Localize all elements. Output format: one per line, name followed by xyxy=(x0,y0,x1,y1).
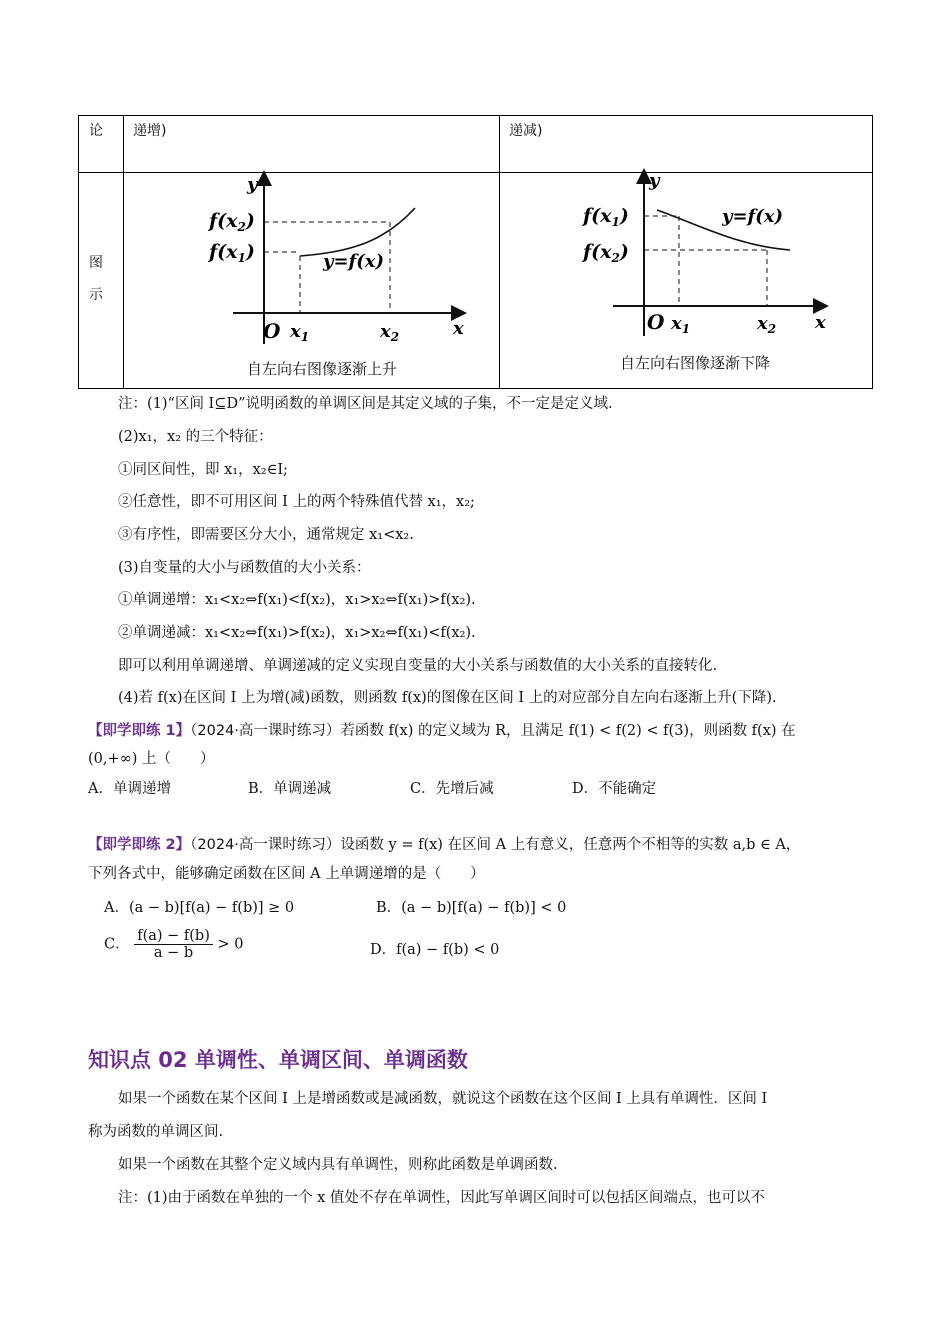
note-9: 即可以利用单调递增、单调递减的定义实现自变量的大小关系与函数值的大小关系的直接转化. xyxy=(118,658,718,674)
note-10: (4)若 f(x)在区间 I 上为增(减)函数，则函数 f(x)的图像在区间 I 上的对应部分自左向右逐渐上升(下降). xyxy=(118,690,777,706)
exercise-1-tag: 【即学即练 1】 xyxy=(88,723,191,739)
origin-label: O xyxy=(647,310,665,334)
note-6: (3)自变量的大小与函数值的大小关系： xyxy=(118,560,371,576)
cell-label-figure-b: 示 xyxy=(89,287,103,303)
increasing-function-graph xyxy=(197,172,497,352)
exercise-1-stem-cont: (0,+∞) 上（ ） xyxy=(88,751,215,767)
note-5: ③有序性，即需要区分大小，通常规定 x₁<x₂. xyxy=(118,527,414,543)
x-label: x xyxy=(453,318,464,339)
exercise-1-question: 若函数 f(x) 的定义域为 R，且满足 f(1) < f(2) < f(3)，则函数 f(x) 在 xyxy=(340,723,796,739)
exercise-2-option-a[interactable]: A．(a − b)[f(a) − f(b)] ≥ 0 xyxy=(104,900,295,916)
curve-label: y=f(x) xyxy=(323,251,385,272)
y-label: y xyxy=(649,170,660,191)
option-c-fraction xyxy=(134,928,213,961)
note-7: ①单调递增：x₁<x₂⇔f(x₁)<f(x₂)，x₁>x₂⇔f(x₁)>f(x₂). xyxy=(118,592,476,608)
section-heading: 知识点 02 单调性、单调区间、单调函数 xyxy=(88,1048,468,1072)
table-col-divider xyxy=(123,116,124,388)
cell-label-figure-a: 图 xyxy=(89,255,103,271)
fx2-label: $f(x_2)$ xyxy=(583,241,629,265)
table-col-divider xyxy=(499,116,500,388)
cell-increasing: 递增) xyxy=(133,123,167,139)
fraction-denominator: a − b xyxy=(153,945,194,961)
exercise-2-question: 设函数 y = f(x) 在区间 A 上有意义，任意两个不相等的实数 a,b ∈ A， xyxy=(340,837,801,853)
exercise-2-stem-cont: 下列各式中，能够确定函数在区间 A 上单调递增的是（ ） xyxy=(88,866,485,882)
cell-label-conclusion: 论 xyxy=(89,123,103,139)
cell-decreasing: 递减) xyxy=(509,123,543,139)
x1-label: $x_1$ xyxy=(290,321,310,344)
exercise-2-source: （2024·高一课时练习） xyxy=(190,837,341,853)
caption-decreasing: 自左向右图像逐渐下降 xyxy=(620,354,771,372)
x-label: x xyxy=(815,312,826,333)
exercise-1-option-a[interactable]: A．单调递增 xyxy=(88,781,171,797)
increasing-curve xyxy=(300,208,415,256)
monotonicity-table xyxy=(78,115,873,389)
note-4: ②任意性，即不可用区间 I 上的两个特殊值代替 x₁，x₂; xyxy=(118,494,475,510)
exercise-2-option-b[interactable]: B．(a − b)[f(a) − f(b)] < 0 xyxy=(376,900,567,916)
exercise-1-option-c[interactable]: C．先增后减 xyxy=(410,781,494,797)
curve-label: y=f(x) xyxy=(722,206,784,227)
section-paragraph-1-cont: 称为函数的单调区间. xyxy=(88,1124,224,1140)
exercise-2-stem xyxy=(88,835,800,855)
decreasing-function-graph xyxy=(577,172,877,352)
caption-increasing: 自左向右图像逐渐上升 xyxy=(247,360,398,378)
note-3: ①同区间性，即 x₁，x₂∈I; xyxy=(118,462,288,478)
y-label: y xyxy=(247,174,258,195)
origin-label: O xyxy=(263,319,281,343)
exercise-1-stem xyxy=(88,721,796,741)
option-c-label: C． xyxy=(104,936,130,953)
fx2-label: $f(x_2)$ xyxy=(209,210,255,234)
fx1-label: $f(x_1)$ xyxy=(209,241,255,265)
exercise-1-option-d[interactable]: D．不能确定 xyxy=(572,781,657,797)
note-2: (2)x₁，x₂ 的三个特征： xyxy=(118,429,273,445)
fx1-label: $f(x_1)$ xyxy=(583,205,629,229)
option-c-tail: > 0 xyxy=(217,936,244,953)
x1-label: $x_1$ xyxy=(671,313,691,336)
section-paragraph-2: 如果一个函数在其整个定义域内具有单调性，则称此函数是单调函数. xyxy=(118,1157,558,1173)
note-8: ②单调递减：x₁<x₂⇔f(x₁)>f(x₂)，x₁>x₂⇔f(x₁)<f(x₂). xyxy=(118,625,476,641)
exercise-2-option-d[interactable]: D．f(a) − f(b) < 0 xyxy=(370,942,500,958)
note-1: 注：(1)“区间 I⊆D”说明函数的单调区间是其定义域的子集，不一定是定义域. xyxy=(118,396,613,412)
exercise-1-option-b[interactable]: B．单调递减 xyxy=(248,781,332,797)
x2-label: $x_2$ xyxy=(757,313,777,336)
fraction-numerator: f(a) − f(b) xyxy=(134,928,213,945)
section-paragraph-3: 注：(1)由于函数在单独的一个 x 值处不存在单调性，因此写单调区间时可以包括区间端点，也可以不 xyxy=(118,1190,765,1206)
exercise-2-option-c[interactable] xyxy=(104,928,243,961)
x2-label: $x_2$ xyxy=(380,321,400,344)
section-paragraph-1: 如果一个函数在某个区间 I 上是增函数或是减函数，就说这个函数在这个区间 I 上具有单调性．区间 I xyxy=(118,1091,768,1107)
exercise-1-source: （2024·高一课时练习） xyxy=(190,723,341,739)
exercise-2-tag: 【即学即练 2】 xyxy=(88,837,191,853)
